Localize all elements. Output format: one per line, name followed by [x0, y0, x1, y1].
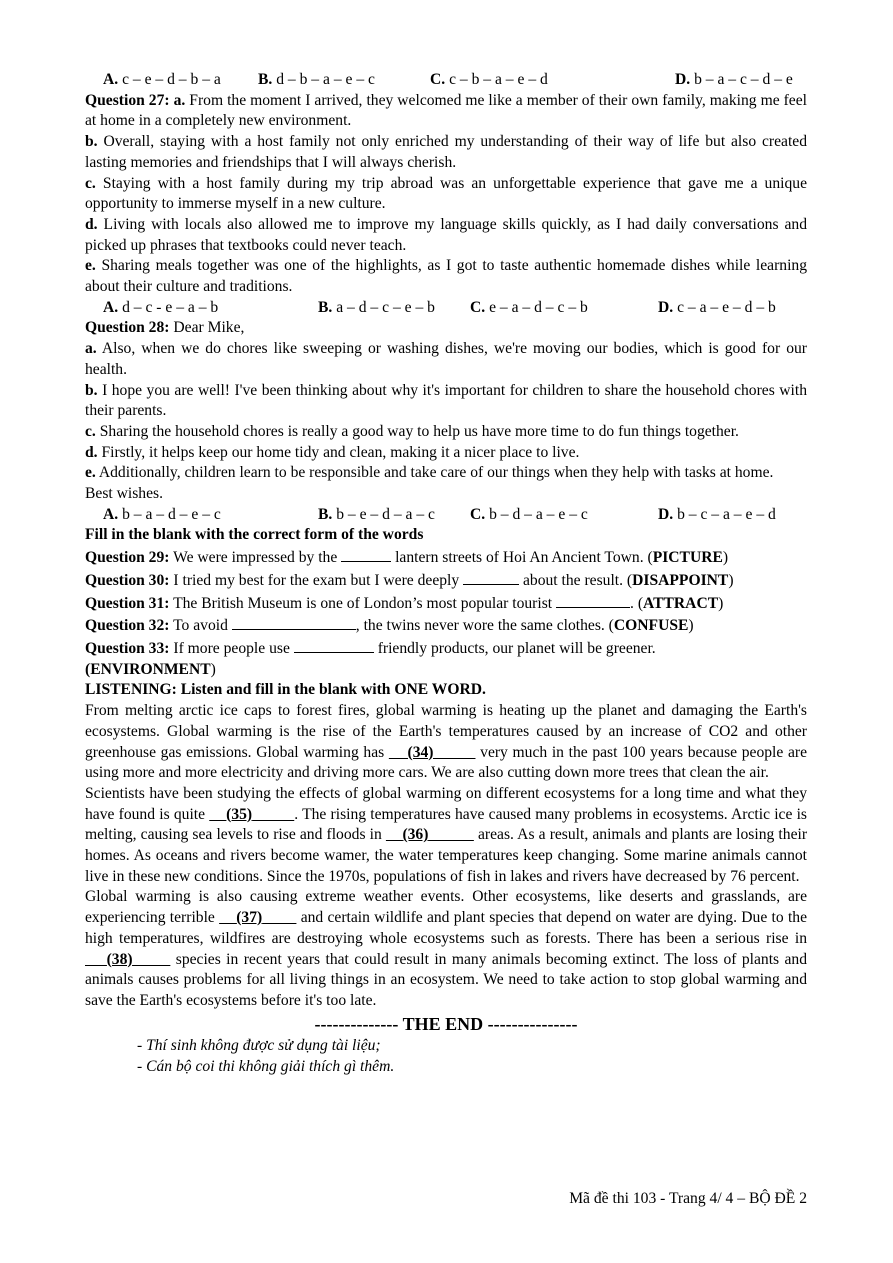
q28-sentence-e: e. Additionally, children learn to be responsible and take care of our things when they help with tasks at home.: [85, 464, 774, 482]
blank-37[interactable]: (37): [236, 909, 263, 927]
blank-35[interactable]: (35): [226, 805, 253, 823]
q27-sentence-a: Question 27: a. From the moment I arrived, they welcomed me like a member of their own family, making me feel at home in a completely new environment.: [85, 91, 807, 130]
q32-blank[interactable]: [232, 614, 356, 630]
q29: Question 29: We were impressed by the lantern streets of Hoi An Ancient Town. (PICTURE): [85, 546, 807, 569]
listening-paragraph-3: Global warming is also causing extreme weather events. Other ecosystems, like deserts and grasslands, are experiencing terrible (37) and certain wildlife and plant species that depend on water are dying. Due to the high temperatures, wildfires are destroying whole ecosystems such as forests. There has been a serious rise in (38) species in recent years that could result in many animals becoming extinct. The loss of plants and animals causes problems for all living things in an ecosystem. We need to take action to stop global warming and save the Earth's ecosystems before it's too late.: [85, 888, 808, 1009]
q26-option-b: d – b – a – e – c: [276, 71, 375, 88]
listening-paragraph-2: Scientists have been studying the effects of global warming on different ecosystems for a long time and what they have found is quite (35) . The rising temperatures have caused many problems in ecosystems. Arctic ice is melting, causing sea levels to rise and floods in (36) areas. As a result, animals and plants are losing their homes. As oceans and rivers become wamer, the water temperatures keep changing. Some marine animals cannot live in these new conditions. Since the 1970s, populations of fish in lakes and rivers have decreased by 76 percent.: [85, 784, 808, 885]
listening-heading: LISTENING: Listen and fill in the blank with ONE WORD.: [85, 681, 486, 699]
q29-blank[interactable]: [341, 546, 391, 562]
blank-36[interactable]: (36): [402, 826, 429, 844]
listening-paragraph-1: From melting arctic ice caps to forest fires, global warming is heating up the planet and damaging the Earth's ecosystems. Global warming is the rise of the Earth's temperatures caused by an increase of CO2 and other greenhouse gas emissions. Global warming has (34) very much in the past 100 years because people are using more and more electricity and driving more cars. We are also cutting down more trees that clean the air.: [85, 702, 808, 782]
blank-34[interactable]: (34): [407, 743, 434, 761]
page-footer: Mã đề thi 103 - Trang 4/ 4 – BỘ ĐỀ 2: [569, 1190, 807, 1207]
q28-sentence-a: a. Also, when we do chores like sweeping or washing dishes, we're moving our bodies, which is good for our health.: [85, 340, 807, 378]
note-no-explanation: - Cán bộ coi thi không giải thích gì thêm.: [137, 1058, 395, 1076]
q32: Question 32: To avoid , the twins never wore the same clothes. (CONFUSE): [85, 614, 807, 637]
word-form-heading: Fill in the blank with the correct form of the words: [85, 526, 424, 544]
q28-options: A. b – a – d – e – c B. b – e – d – a – c C. b – d – a – e – c D. b – c – a – e – d: [103, 505, 776, 523]
q27-sentence-c: c. Staying with a host family during my trip abroad was an unforgettable experience that gave me a unique opportunity to immerse myself in a new culture.: [85, 174, 808, 213]
the-end-title: -------------- THE END ---------------: [314, 1013, 578, 1034]
q33-word: (ENVIRONMENT): [85, 660, 216, 678]
q27-sentence-d: d. Living with locals also allowed me to improve my language skills quickly, as I had daily conversations and picked up phrases that textbooks could never teach.: [85, 215, 808, 254]
exam-page: [85, 70, 807, 1078]
q28-greeting: Question 28: Dear Mike,: [85, 319, 245, 337]
q26-option-d: b – a – c – d – e: [694, 71, 793, 88]
q28-closing: Best wishes.: [85, 485, 163, 503]
q27-sentence-e: e. Sharing meals together was one of the highlights, as I got to taste authentic homemade dishes while learning about their culture and traditions.: [85, 257, 808, 296]
q31: Question 31: The British Museum is one of London’s most popular tourist . (ATTRACT): [85, 592, 807, 615]
q30: Question 30: I tried my best for the exam but I were deeply about the result. (DISAPPOINT): [85, 569, 807, 592]
q31-blank[interactable]: [556, 592, 630, 608]
note-no-materials: - Thí sinh không được sử dụng tài liệu;: [137, 1037, 381, 1055]
q28-sentence-b: b. I hope you are well! I've been thinking about why it's important for children to share the household chores with their parents.: [85, 381, 808, 420]
blank-38[interactable]: (38): [106, 950, 133, 968]
q26-option-c: c – b – a – e – d: [449, 71, 548, 88]
q30-blank[interactable]: [463, 569, 519, 585]
q26-options: A. c – e – d – b – a B. d – b – a – e – c C. c – b – a – e – d D. b – a – c – d – e: [85, 70, 807, 91]
q28-sentence-d: d. Firstly, it helps keep our home tidy and clean, making it a nicer place to live.: [85, 443, 580, 461]
q33-blank[interactable]: [294, 637, 374, 653]
q26-option-a: c – e – d – b – a: [122, 71, 221, 88]
q28-sentence-c: c. Sharing the household chores is really a good way to help us have more time to do fun things together.: [85, 422, 739, 440]
q27-sentence-b: b. Overall, staying with a host family not only enriched my understanding of their way of life but also created lasting memories and friendships that I will always cherish.: [85, 133, 808, 171]
q27-options: A. d – c - e – a – b B. a – d – c – e – b C. e – a – d – c – b D. c – a – e – d – b: [103, 298, 776, 316]
q33: Question 33: If more people use friendly products, our planet will be greener.: [85, 637, 807, 660]
